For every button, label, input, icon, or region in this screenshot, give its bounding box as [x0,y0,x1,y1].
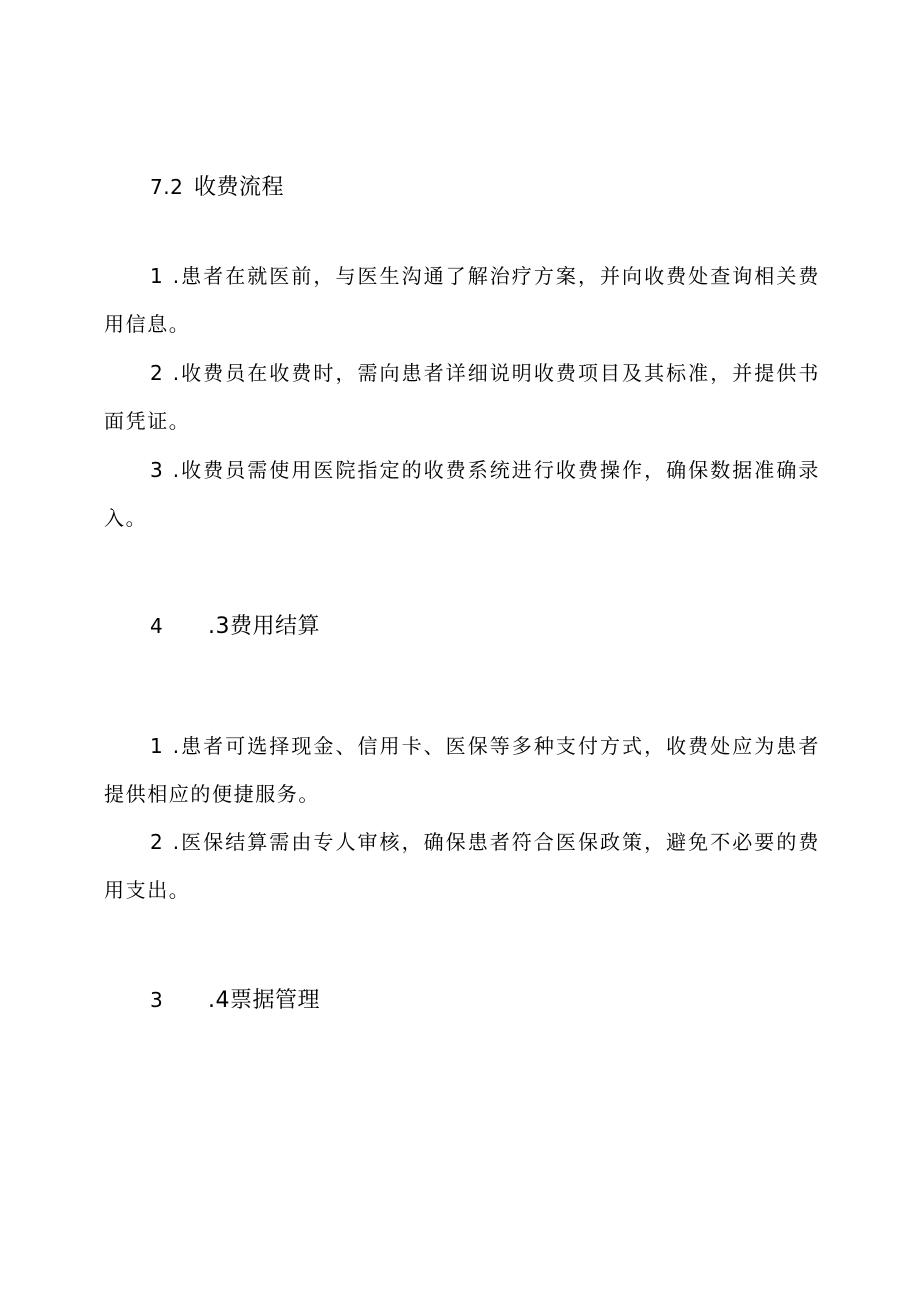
section-title: 收费流程 [194,175,285,200]
section-heading-7-2 [150,172,284,203]
section-number: 4 [150,614,164,638]
section-heading-fee-settlement [150,611,320,642]
paragraph-item-2 [104,349,820,445]
paragraph-item-1 [104,722,820,818]
section-title: .3费用结算 [208,614,320,639]
item-text: 收费员需使用医院指定的收费系统进行收费操作，确保数据准确录入。 [104,458,820,530]
item-text: 患者在就医前，与医生沟通了解治疗方案，并向收费处查询相关费用信息。 [104,264,820,336]
item-marker: 2 . [150,361,181,385]
item-marker: 2 . [150,830,181,854]
section-heading-receipt-management [150,985,320,1016]
item-marker: 3 . [150,458,181,482]
item-text: 医保结算需由专人审核，确保患者符合医保政策，避免不必要的费用支出。 [104,830,820,902]
item-text: 患者可选择现金、信用卡、医保等多种支付方式，收费处应为患者提供相应的便捷服务。 [104,734,820,806]
paragraph-item-1 [104,252,820,348]
section-number: 3 [150,988,164,1012]
paragraph-item-3 [104,446,820,542]
item-marker: 1 . [150,264,181,288]
section-number: 7.2 [150,175,184,199]
item-marker: 1 . [150,734,181,758]
item-text: 收费员在收费时，需向患者详细说明收费项目及其标准，并提供书面凭证。 [104,361,820,433]
paragraph-item-2 [104,818,820,914]
section-title: .4票据管理 [208,988,320,1013]
